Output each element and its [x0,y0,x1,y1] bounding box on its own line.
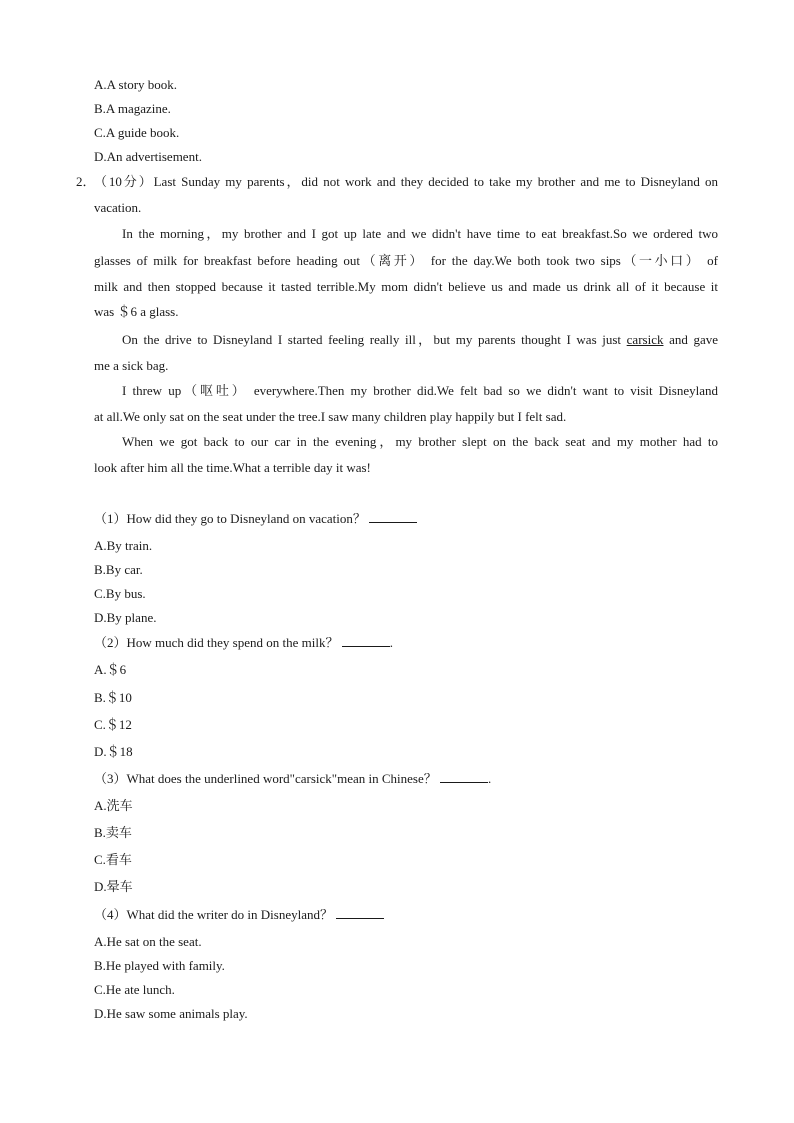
passage-paragraph-1-line: glasses of milk for breakfast before heading out（离开） for the day.We both took two sips（一小口） of [94,253,718,268]
q1-option-b: B.A magazine. [94,101,171,116]
sub4-option-a: A.He sat on the seat. [94,934,202,949]
sub2-option-c: C.＄12 [94,717,132,732]
sub-question-1 [94,511,417,527]
sub1-option-d: D.By plane. [94,610,157,625]
paragraph-text: On the drive to Disneyland I started feeling really ill，but my parents thought I was just [122,332,627,347]
passage-intro-cont: vacation. [94,200,142,215]
q1-option-c: C.A guide book. [94,125,180,140]
passage-paragraph-4: When we got back to our car in the evening，my brother slept on the back seat and my mother had to [122,434,718,449]
question-text: （1）How did they go to Disneyland on vacation？ [94,511,366,526]
sub-question-4 [94,907,384,923]
passage-paragraph-2 [122,332,718,348]
passage-paragraph-1-line: was ＄6 a glass. [94,304,179,319]
question-text: （3）What does the underlined word"carsick"mean in Chinese？ [94,771,437,786]
passage-paragraph-3-line: at all.We only sat on the seat under the tree.I saw many children play happily but I felt sad. [94,409,567,424]
passage-paragraph-2-line: me a sick bag. [94,358,169,373]
sub1-option-c: C.By bus. [94,586,146,601]
sub3-option-c: C.看车 [94,852,132,867]
answer-blank[interactable] [342,635,390,647]
question-number: 2． [76,174,96,189]
underlined-word-carsick: carsick [626,332,664,347]
sub3-option-a: A.洗车 [94,798,133,813]
sub3-option-d: D.晕车 [94,879,133,894]
answer-blank[interactable] [440,771,488,783]
sub4-option-c: C.He ate lunch. [94,982,175,997]
sub1-option-a: A.By train. [94,538,153,553]
passage-paragraph-3: I threw up（呕吐） everywhere.Then my brother did.We felt bad so we didn't want to visit Disneyland [122,383,718,398]
sub4-option-d: D.He saw some animals play. [94,1006,248,1021]
sub2-option-d: D.＄18 [94,744,133,759]
passage-paragraph-4-line: look after him all the time.What a terrible day it was! [94,460,371,475]
paragraph-text: and gave [663,332,719,347]
sub-question-2 [94,635,393,651]
answer-blank[interactable] [369,511,417,523]
sub1-option-b: B.By car. [94,562,143,577]
sub2-option-a: A.＄6 [94,662,127,677]
question-end: . [389,635,393,650]
question-end: . [488,771,492,786]
sub3-option-b: B.卖车 [94,825,132,840]
sub-question-3 [94,771,491,787]
q1-option-a: A.A story book. [94,77,178,92]
passage-paragraph-1: In the morning，my brother and I got up late and we didn't have time to eat breakfast.So we ordered two [122,226,718,241]
question-text: （4）What did the writer do in Disneyland？ [94,907,334,922]
passage-paragraph-1-line: milk and then stopped because it tasted terrible.My mom didn't believe us and made us drink all of it because it [94,279,718,294]
question-text: （2）How much did they spend on the milk？ [94,635,339,650]
sub2-option-b: B.＄10 [94,690,132,705]
passage-intro: （10分）Last Sunday my parents，did not work and they decided to take my brother and me to Disneyland on [94,174,718,189]
sub4-option-b: B.He played with family. [94,958,225,973]
q1-option-d: D.An advertisement. [94,149,202,164]
answer-blank[interactable] [336,907,384,919]
